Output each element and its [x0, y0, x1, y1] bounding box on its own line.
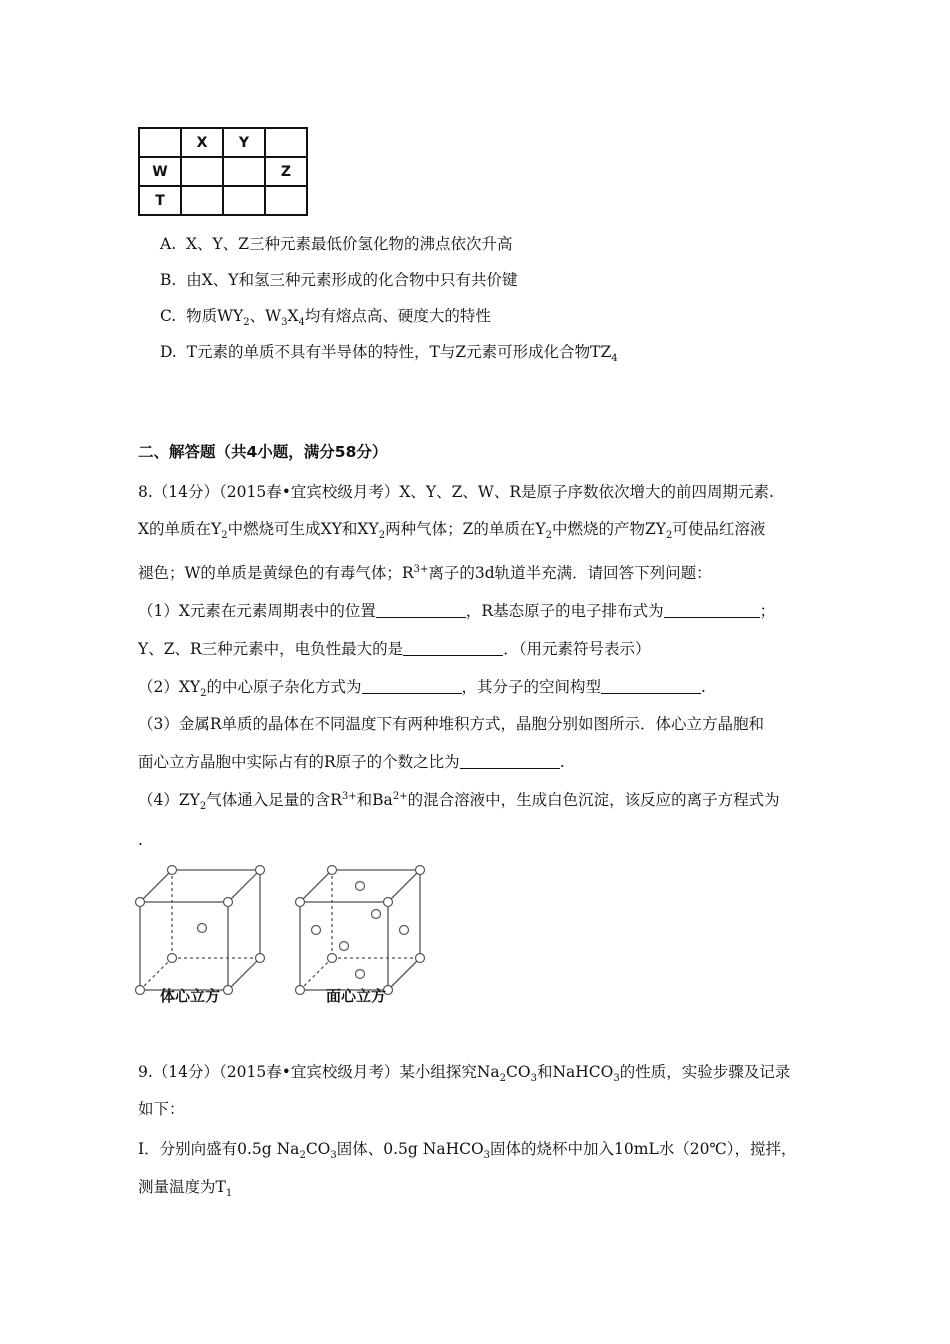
text: ，R基态原子的电子排布式为: [465, 602, 664, 620]
text: 固体、0.5g NaHCO: [336, 1140, 484, 1158]
q8-line-3: [138, 562, 712, 584]
subscript: 1: [225, 1188, 233, 1200]
option-label: A.: [160, 235, 177, 253]
option-label: C.: [160, 307, 177, 325]
table-cell: [265, 128, 307, 157]
periodic-table-fragment: [138, 127, 308, 216]
text: 固体的烧杯中加入10mL水（20℃），搅拌，: [490, 1140, 797, 1158]
fcc-cube-figure: [290, 860, 435, 1005]
text: 的中心原子杂化方式为: [206, 678, 362, 696]
answer-blank[interactable]: [403, 639, 503, 656]
text: 面心立方晶胞中实际占有的R原子的个数之比为: [138, 753, 460, 771]
q9-step-1-cont: [138, 1176, 232, 1198]
table-cell: W: [139, 157, 181, 186]
text: CO: [305, 1140, 331, 1158]
subscript: 4: [611, 353, 618, 365]
q8-line-2: [138, 518, 765, 540]
text: 的性质，实验步骤及记录: [619, 1063, 791, 1081]
q8-part-2: [138, 676, 706, 698]
q8-part-3-line-1: （3）金属R单质的晶体在不同温度下有两种堆积方式，晶胞分别如图所示．体心立方晶胞和: [138, 715, 765, 733]
q8-part-3-line-2: [138, 751, 565, 773]
option-text: X、Y、Z三种元素最低价氢化物的沸点依次升高: [185, 235, 513, 253]
table-cell: [181, 157, 223, 186]
table-cell: Y: [223, 128, 265, 157]
option-text: 由X、Y和氢三种元素形成的化合物中只有共价键: [186, 271, 518, 289]
subscript: 2: [545, 530, 552, 542]
text: .: [701, 678, 706, 696]
subscript: 2: [378, 530, 386, 542]
subscript: 2: [221, 530, 228, 542]
answer-blank[interactable]: [664, 601, 760, 618]
option-label: D.: [160, 343, 177, 361]
text: 9.（14分）（2015春•宜宾校级月考）某小组探究Na: [138, 1063, 500, 1081]
option-c: [160, 305, 491, 327]
text: 离子的3d轨道半充满．请回答下列问题：: [428, 564, 712, 582]
text: ；: [759, 602, 776, 620]
q9-line-1: [138, 1061, 790, 1083]
text: CO: [506, 1063, 531, 1081]
table-cell: [265, 186, 307, 215]
text: Ⅰ．分别向盛有0.5g Na: [138, 1140, 300, 1158]
text: .: [559, 753, 565, 771]
option-d: [160, 341, 618, 363]
option-text: T元素的单质不具有半导体的特性，T与Z元素可形成化合物TZ: [186, 343, 612, 361]
subscript: 4: [298, 317, 305, 329]
answer-blank[interactable]: [376, 601, 466, 618]
text: 两种气体；Z的单质在Y: [385, 520, 546, 538]
text: （1）X元素在元素周期表中的位置: [138, 602, 376, 620]
text: X的单质在Y: [138, 520, 222, 538]
answer-blank[interactable]: [601, 677, 701, 694]
subscript: 3: [330, 1150, 337, 1162]
text: ，其分子的空间构型: [461, 678, 602, 696]
bcc-cube-figure: [130, 860, 275, 1005]
table-cell: [139, 128, 181, 157]
subscript: 3: [613, 1073, 620, 1085]
text: 可使品红溶液: [672, 520, 766, 538]
subscript: 3: [281, 317, 288, 329]
q8-part-1b: [138, 638, 650, 660]
option-text: 物质WY: [186, 307, 244, 325]
table-row: [139, 186, 307, 215]
bcc-caption: 体心立方: [160, 987, 221, 1005]
subscript: 2: [499, 1073, 507, 1085]
text: 中燃烧的产物ZY: [551, 520, 666, 538]
subscript: 2: [299, 1150, 306, 1162]
table-cell: T: [139, 186, 181, 215]
superscript: 3+: [341, 790, 357, 802]
table-cell: [223, 157, 265, 186]
option-text: 、W: [249, 307, 282, 325]
subscript: 2: [200, 688, 207, 700]
table-cell: [223, 186, 265, 215]
text: 和NaHCO: [536, 1063, 614, 1081]
text: 中燃烧可生成XY和XY: [227, 520, 379, 538]
text: 测量温度为T: [138, 1178, 226, 1196]
text: Y、Z、R三种元素中，电负性最大的是: [138, 640, 404, 658]
q9-step-1: [138, 1138, 797, 1160]
subscript: 2: [243, 317, 250, 329]
table-cell: X: [181, 128, 223, 157]
fcc-caption: 面心立方: [326, 987, 387, 1005]
answer-blank[interactable]: [362, 677, 462, 694]
option-text: X: [287, 307, 299, 325]
text: （4）ZY: [138, 791, 200, 809]
section-heading: 二、解答题（共4小题，满分58分）: [138, 443, 388, 461]
subscript: 3: [483, 1150, 491, 1162]
text: （2）XY: [138, 678, 201, 696]
subscript: 3: [530, 1073, 537, 1085]
text: 褪色；W的单质是黄绿色的有毒气体；R: [138, 564, 414, 582]
q8-part-4-end: .: [138, 831, 143, 849]
q9-line-2: 如下：: [138, 1100, 185, 1118]
table-cell: Z: [265, 157, 307, 186]
q8-part-1: [138, 600, 775, 622]
superscript: 2+: [392, 790, 408, 802]
option-b: [160, 269, 517, 291]
option-a: [160, 233, 513, 255]
table-row: [139, 157, 307, 186]
superscript: 3+: [413, 563, 429, 575]
text: 的混合溶液中，生成白色沉淀，该反应的离子方程式为: [407, 791, 780, 809]
text: 气体通入足量的含R: [206, 791, 342, 809]
q8-part-4: [138, 789, 780, 811]
table-row: [139, 128, 307, 157]
text: ．（用元素符号表示）: [503, 640, 651, 658]
subscript: 2: [199, 801, 207, 813]
q8-line-1: 8.（14分）（2015春•宜宾校级月考）X、Y、Z、W、R是原子序数依次增大的前四周期元素.: [138, 483, 774, 501]
option-label: B.: [160, 271, 177, 289]
table-cell: [181, 186, 223, 215]
text: 和Ba: [356, 791, 393, 809]
answer-blank[interactable]: [460, 752, 560, 769]
option-text: 均有熔点高、硬度大的特性: [304, 307, 491, 325]
subscript: 2: [665, 530, 673, 542]
